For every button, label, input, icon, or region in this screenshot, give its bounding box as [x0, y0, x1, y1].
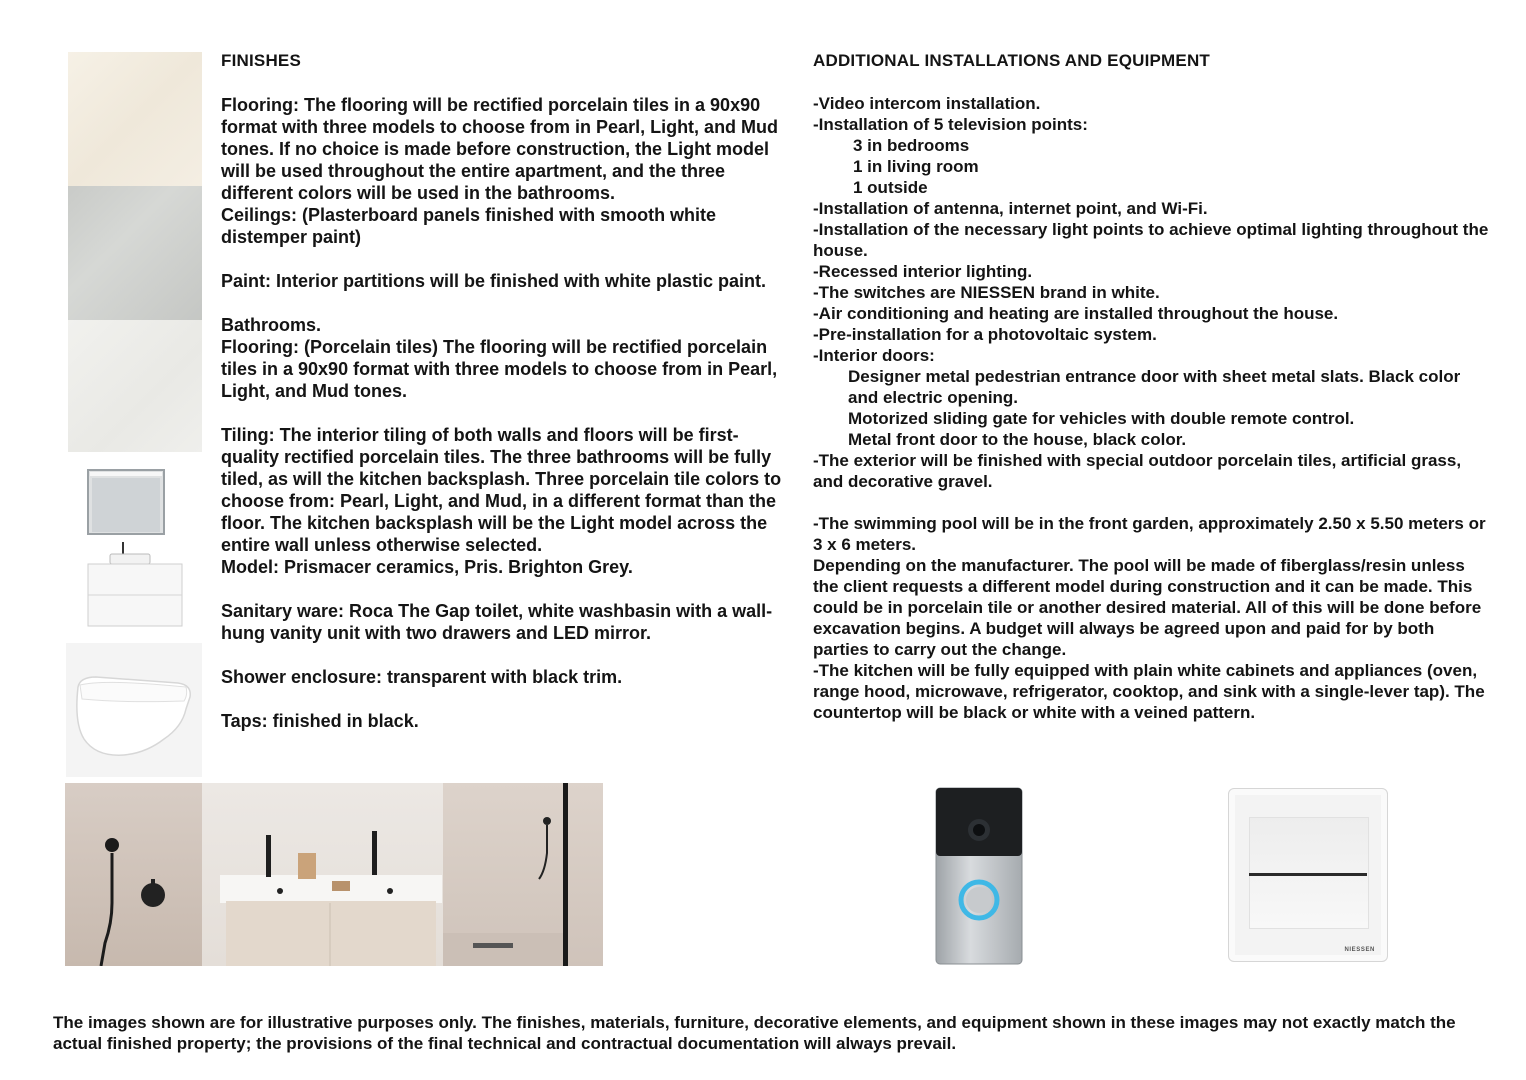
- recessed-text: -Recessed interior lighting.: [813, 262, 1033, 281]
- kitchen-text: -The kitchen will be fully equipped with plain white cabinets and appliances (oven, range hood, microwave, refrigerator, cooktop, and sink with a single-lever tap). The countertop will be black or white with a veined pattern.: [813, 661, 1490, 722]
- tiling-text: Tiling: The interior tiling of both walls and floors will be first-quality rectified porcelain tiles. The three bathrooms will be fully tiled, as will the kitchen backsplash. Three porcelain tile colors to choose from: Pearl, Light, and Mud, in a different format than the floor. The kitchen backsplash will be the Light model across the entire wall unless otherwise selected.: [221, 425, 787, 555]
- antenna-text: -Installation of antenna, internet point, and Wi-Fi.: [813, 199, 1208, 218]
- switches-text: -The switches are NIESSEN brand in white.: [813, 283, 1160, 302]
- toilet-shape: [66, 643, 202, 777]
- black-shower-taps-photo: [65, 783, 202, 966]
- switch-rocker-line: [1249, 873, 1367, 876]
- tile-swatch-light: [68, 186, 202, 320]
- disclaimer-text: The images shown are for illustrative purposes only. The finishes, materials, furniture, decorative elements, and equipment shown in these images may not exactly match the actual finished property; the provisions of the final technical and contractual documentation will always prevail.: [53, 1013, 1461, 1053]
- doors-text: -Interior doors:: [813, 346, 935, 365]
- vanity-mirror-image: [70, 462, 200, 632]
- additional-heading: ADDITIONAL INSTALLATIONS AND EQUIPMENT: [813, 51, 1211, 70]
- flooring-text: Flooring: The flooring will be rectified porcelain tiles in a 90x90 format with three models to choose from in Pearl, Light, and Mud tones. If no choice is made before construction, the Light model will be used throughout the entire apartment, and the three different colors will be used in the bathrooms.: [221, 95, 784, 203]
- additional-column: [813, 50, 1493, 723]
- tv-bedrooms: 3 in bedrooms: [853, 136, 970, 155]
- tv-text: -Installation of 5 television points:: [813, 115, 1088, 134]
- finishes-column: [221, 50, 791, 732]
- door-entrance: Designer metal pedestrian entrance door with sheet metal slats. Black color and electric opening.: [848, 367, 1465, 407]
- sanitary-text: Sanitary ware: Roca The Gap toilet, white washbasin with a wall-hung vanity unit with two drawers and LED mirror.: [221, 601, 773, 643]
- door-front: Metal front door to the house, black color.: [848, 430, 1187, 449]
- tile-swatch-mud: [68, 320, 202, 452]
- bathrooms-flooring-text: Flooring: (Porcelain tiles) The flooring will be rectified porcelain tiles in a 90x90 format with three models to choose from in Pearl, Light, and Mud tones.: [221, 337, 783, 401]
- paint-text: Paint: Interior partitions will be finished with white plastic paint.: [221, 271, 767, 291]
- door-gate: Motorized sliding gate for vehicles with double remote control.: [848, 409, 1355, 428]
- niessen-logo: NIESSEN: [1344, 947, 1375, 953]
- ceilings-text: Ceilings: (Plasterboard panels finished with smooth white distemper paint): [221, 205, 722, 247]
- pool-text: -The swimming pool will be in the front garden, approximately 2.50 x 5.50 meters or 3 x 6 meters.: [813, 514, 1491, 554]
- pool-details-text: Depending on the manufacturer. The pool will be made of fiberglass/resin unless the client requests a different model during construction and it can be made. This could be in porcelain tile or another desired material. All of this will be done before excavation begins. A budget will always be agreed upon and paid for by both parties to carry out the change.: [813, 556, 1486, 659]
- finishes-heading: FINISHES: [221, 51, 302, 70]
- double-vanity-photo: [202, 783, 443, 966]
- tile-swatch-pearl: [68, 52, 202, 186]
- tv-living: 1 in living room: [853, 157, 979, 176]
- exterior-text: -The exterior will be finished with special outdoor porcelain tiles, artificial grass, and decorative gravel.: [813, 451, 1466, 491]
- tv-outside: 1 outside: [853, 178, 928, 197]
- lighting-text: -Installation of the necessary light points to achieve optimal lighting throughout the house.: [813, 220, 1494, 260]
- niessen-switch-image: [1228, 788, 1388, 962]
- aircon-text: -Air conditioning and heating are installed throughout the house.: [813, 304, 1339, 323]
- intercom-text: -Video intercom installation.: [813, 94, 1041, 113]
- shower-text: Shower enclosure: transparent with black trim.: [221, 667, 623, 687]
- taps-text: Taps: finished in black.: [221, 711, 419, 731]
- bathrooms-heading: Bathrooms.: [221, 315, 322, 335]
- shower-enclosure-photo: [443, 783, 603, 966]
- model-text: Model: Prismacer ceramics, Pris. Brighton Grey.: [221, 557, 633, 577]
- video-doorbell-image: [920, 782, 1036, 972]
- pv-text: -Pre-installation for a photovoltaic system.: [813, 325, 1157, 344]
